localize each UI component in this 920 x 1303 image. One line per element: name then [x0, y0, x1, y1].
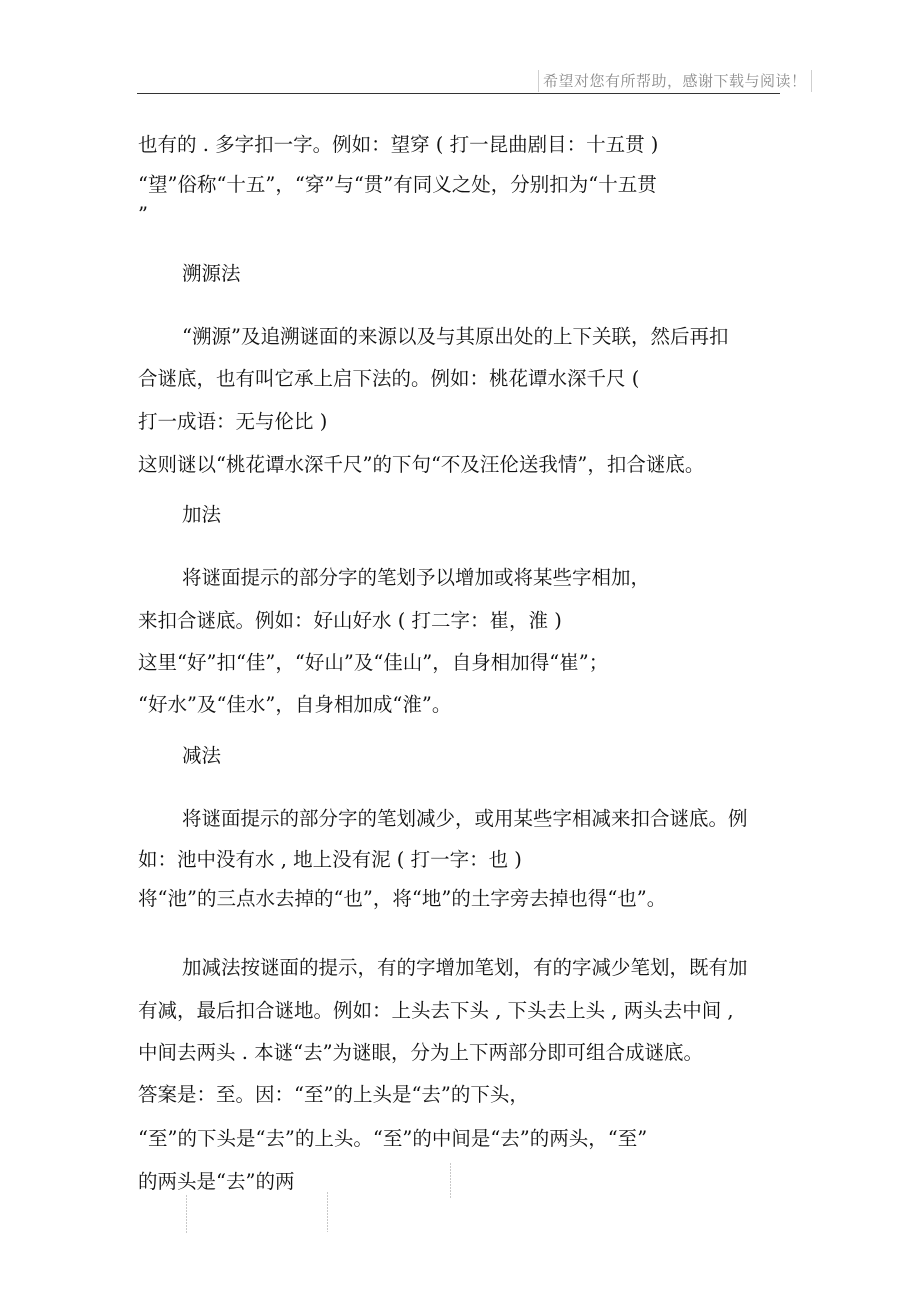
stray-mark [450, 1163, 451, 1199]
stray-mark [186, 1195, 187, 1233]
paragraph-line: 如：池中没有水 , 地上没有泥 ( 打一字：也 ) [138, 848, 522, 871]
paragraph-line: ” [138, 203, 148, 226]
paragraph-line: 这里“好”扣“佳”，“好山”及“佳山”，自身相加得“崔”； [138, 651, 609, 674]
paragraph-line: 有减，最后扣合谜地。例如：上头去下头 , 下头去上头 , 两头去中间 , [138, 999, 734, 1022]
paragraph-line: 加减法按谜面的提示，有的字增加笔划，有的字减少笔划，既有加 [182, 956, 748, 979]
paragraph-line: 打一成语：无与伦比 ) [138, 410, 328, 433]
paragraph-line: 将“池”的三点水去掉的“也”，将“地”的土字旁去掉也得“也”。 [138, 887, 667, 910]
paragraph-line: 将谜面提示的部分字的笔划减少，或用某些字相减来扣合谜底。例 [182, 807, 748, 830]
section-heading-jianfa: 减法 [182, 744, 222, 767]
section-heading-jiafa: 加法 [182, 503, 222, 526]
header-rule [137, 93, 780, 94]
paragraph-line: 的两头是“去”的两 [138, 1170, 295, 1193]
paragraph-line: 将谜面提示的部分字的笔划予以增加或将某些字相加， [182, 566, 651, 589]
paragraph-line: 答案是：至。因：“至”的上头是“去”的下头， [138, 1083, 529, 1106]
paragraph-line: 来扣合谜底。例如：好山好水 ( 打二字：崔，淮 ) [138, 609, 562, 632]
paragraph-line: 合谜底，也有叫它承上启下法的。例如：桃花谭水深千尺 ( [138, 367, 640, 390]
paragraph-line: 中间去两头 . 本谜“去”为谜眼，分为上下两部分即可组合成谜底。 [138, 1041, 704, 1064]
stray-mark [327, 1192, 328, 1232]
paragraph-line: “望”俗称“十五”，“穿”与“贯”有同义之处，分别扣为“十五贯 [138, 173, 657, 196]
section-heading-suyuan: 溯源法 [182, 262, 241, 285]
paragraph-line: 也有的 . 多字扣一字。例如：望穿 ( 打一昆曲剧目：十五贯 ) [138, 133, 659, 156]
paragraph-line: “至”的下头是“去”的上头。“至”的中间是“去”的两头，“至” [138, 1127, 648, 1150]
paragraph-line: 这则谜以“桃花谭水深千尺”的下句“不及汪伦送我情”，扣合谜底。 [138, 453, 705, 476]
paragraph-line: “溯源”及追溯谜面的来源以及与其原出处的上下关联，然后再扣 [182, 325, 729, 348]
paragraph-line: “好水”及“佳水”，自身相加成“淮”。 [138, 693, 452, 716]
header-note: 希望对您有所帮助，感谢下载与阅读！ [538, 70, 812, 92]
